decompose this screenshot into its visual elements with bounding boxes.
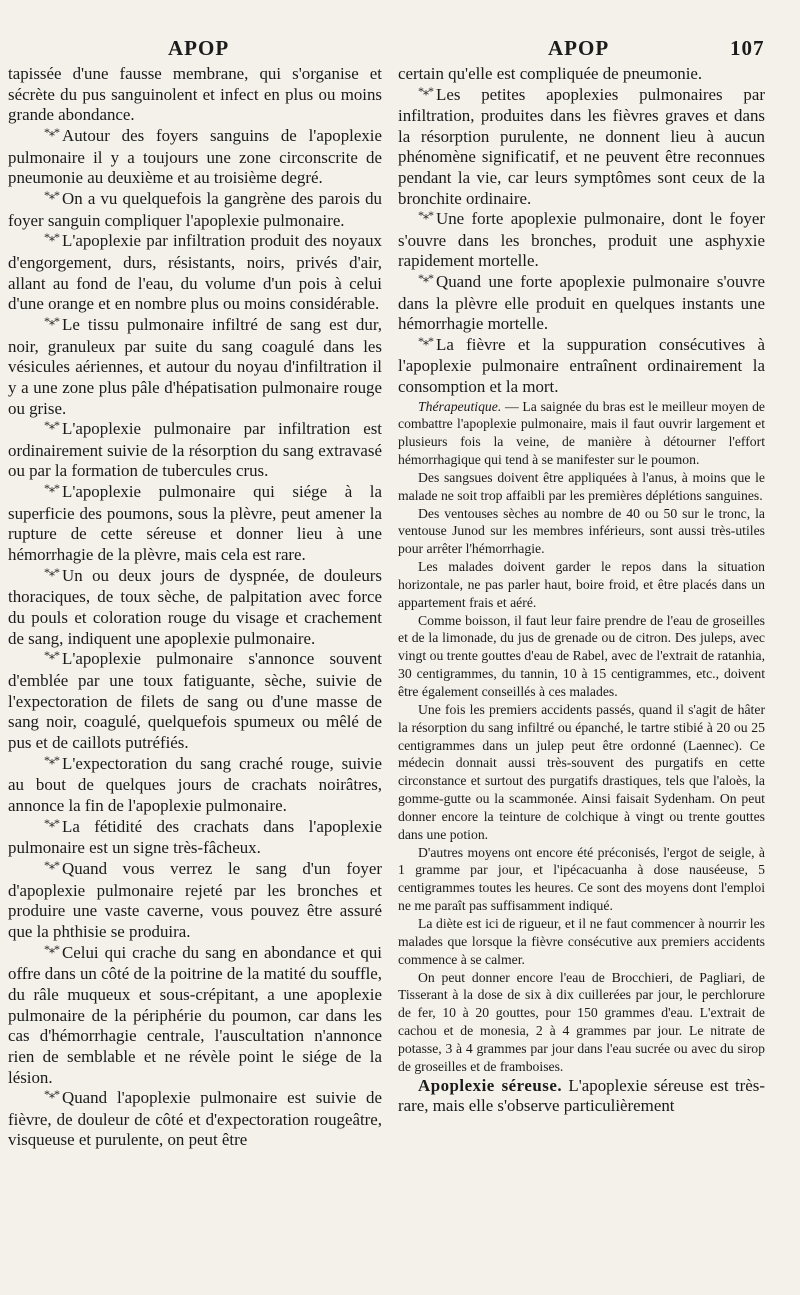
asterism-mark: *⁎* [44, 230, 59, 245]
paragraph: *⁎* La fièvre et la suppuration consécutives à l'apoplexie pulmonaire entraînent ordinairement la consomption et la mort. [398, 333, 765, 396]
asterism-mark: *⁎* [44, 418, 59, 433]
paragraph: Des sangsues doivent être appliquées à l'anus, à moins que le malade ne soit trop affaibli par les premières déplétions sanguines. [398, 469, 765, 503]
paragraph: *⁎* L'apoplexie pulmonaire par infiltration est ordinairement suivie de la résorption du sang extravasé ou par la formation de tubercules crus. [8, 418, 382, 481]
paragraph: Les malades doivent garder le repos dans la situation horizontale, ne pas parler haut, boire froid, et être placés dans un appartement frais et aéré. [398, 559, 765, 610]
paragraph: *⁎* Quand vous verrez le sang d'un foyer d'apoplexie pulmonaire rejeté par les bronches et produire une vaste caverne, vous pouvez être assuré que la phthisie se produira. [8, 857, 382, 941]
paragraph: *⁎* La fétidité des crachats dans l'apoplexie pulmonaire est un signe très-fâcheux. [8, 815, 382, 858]
paragraph: *⁎* L'apoplexie pulmonaire s'annonce souvent d'emblée par une toux fatiguante, sèche, suivie de l'expectoration de filets de sang ou d'une masse de sang noir, coagulé, quelquefois spumeux ou mêlé de pus et de caillots putréfiés. [8, 648, 382, 752]
asterism-mark: *⁎* [44, 648, 59, 663]
paragraph: *⁎* Le tissu pulmonaire infiltré de sang est dur, noir, granuleux par suite du sang coagulé dans les vésicules aériennes, et autour du noyau d'infiltration il y a une zone plus pâle d'hépatisation pulmonaire rouge ou grise. [8, 313, 382, 418]
therapeutics-section [398, 398, 765, 1076]
paragraph: *⁎* Les petites apoplexies pulmonaires par infiltration, produites dans les fièvres graves et dans la résorption purulente, ne donnent lieu à aucun phénomène significatif, et ne peuvent être reconnues pendant la vie, car leurs symptômes sont ceux de la bronchite ordinaire. [398, 83, 765, 208]
asterism-mark: *⁎* [44, 481, 59, 496]
running-head-right: APOP [548, 36, 610, 60]
paragraph: tapissée d'une fausse membrane, qui s'organise et sécrète du pus sanguinolent et infect en plus ou moins grande abondance. [8, 64, 382, 125]
paragraph: *⁎* Quand une forte apoplexie pulmonaire s'ouvre dans la plèvre elle produit en quelques instants une hémorrhagie mortelle. [398, 270, 765, 334]
right-column-upper [398, 64, 765, 398]
paragraph: *⁎* Celui qui crache du sang en abondance et qui offre dans un côté de la poitrine de la matité du souffle, du râle muqueux et sous-crépitant, a une apoplexie pulmonaire de la périphérie du poumon, car dans les cas d'hémorrhagie centrale, l'auscultation n'annonce rien de semblable et ne révèle point le siége de la lésion. [8, 941, 382, 1087]
paragraph: *⁎* Une forte apoplexie pulmonaire, dont le foyer s'ouvre dans les bronches, produit une asphyxie rapidement mortelle. [398, 208, 765, 271]
asterism-mark: *⁎* [418, 83, 433, 98]
paragraph: Comme boisson, il faut leur faire prendre de l'eau de groseilles et de la limonade, du jus de grenade ou de citron. Des juleps, avec vingt ou trente gouttes d'eau de Rabel, avec de l'extrait de ratanhia, 30 centigrammes, du tannin, 10 à 15 centigrammes, etc., doivent être également conseillés à ces malades. [398, 612, 765, 699]
paragraph: *⁎* L'apoplexie pulmonaire qui siége à la superficie des poumons, sous la plèvre, peut amener la rupture de cette séreuse et donner lieu à une hémorrhagie de la plèvre, mais cela est rare. [8, 481, 382, 565]
right-column [398, 64, 765, 1117]
entry-heading: Apoplexie séreuse. [418, 1075, 563, 1095]
left-column [8, 64, 382, 1151]
asterism-mark: *⁎* [418, 270, 433, 285]
asterism-mark: *⁎* [44, 857, 59, 872]
paragraph: *⁎* On a vu quelquefois la gangrène des parois du foyer sanguin compliquer l'apoplexie pulmonaire. [8, 187, 382, 230]
paragraph: Une fois les premiers accidents passés, quand il s'agit de hâter la résorption du sang infiltré ou épanché, le tartre stibié à 20 ou 25 centigrammes dans un julep peut être ordonné (Laennec). Ce médecin donnait aussi très-souvent des purgatifs en cette circonstance et surtout des purgatifs drastiques, tels que l'aloès, la gomme-gutte ou la scammonée. Ainsi faisait Sydenham. On peut donner encore la teinture de colchique à vingt ou trente gouttes dans une potion. [398, 701, 765, 842]
paragraph: *⁎* Autour des foyers sanguins de l'apoplexie pulmonaire il y a toujours une zone circonscrite de pneumonie au deuxième et au troisième degré. [8, 124, 382, 188]
page-number: 107 [730, 36, 765, 60]
paragraph: *⁎* Un ou deux jours de dyspnée, de douleurs thoraciques, de toux sèche, de palpitation avec force du pouls et coloration rouge du visage et crachement de sang, indiquent une apoplexie pulmonaire. [8, 564, 382, 648]
closing-entry [398, 1076, 765, 1117]
asterism-mark: *⁎* [44, 124, 59, 139]
paragraph: Des ventouses sèches au nombre de 40 ou 50 sur le tronc, la ventouse Junod sur les membres inférieurs, sont aussi très-utiles pour arrêter l'hémorrhagie. [398, 505, 765, 557]
paragraph: *⁎* L'apoplexie par infiltration produit des noyaux d'engorgement, durs, résistants, noirs, privés d'air, allant au fond de l'eau, du volume d'un pois à celui d'une orange et en nombre plus ou moins considérable. [8, 230, 382, 314]
paragraph: certain qu'elle est compliquée de pneumonie. [398, 64, 703, 83]
asterism-mark: *⁎* [418, 208, 433, 223]
paragraph: *⁎* L'expectoration du sang craché rouge, suivie au bout de quelques jours de crachats noirâtres, annonce la fin de l'apoplexie pulmonaire. [8, 752, 382, 815]
asterism-mark: *⁎* [44, 941, 59, 956]
paragraph: D'autres moyens ont encore été préconisés, l'ergot de seigle, à 1 gramme par jour, et l'ipécacuanha à dose nauséeuse, 5 centigrammes toutes les heures. Ce sont des moyens dont l'emploi ne me paraît pas suffisamment indiqué. [398, 844, 765, 914]
asterism-mark: *⁎* [44, 752, 59, 767]
asterism-mark: *⁎* [44, 564, 59, 579]
section-label: Thérapeutique. [418, 398, 502, 414]
paragraph: *⁎* Quand l'apoplexie pulmonaire est suivie de fièvre, de douleur de côté et d'expectoration rougeâtre, visqueuse et purulente, on peut être [8, 1087, 382, 1150]
asterism-mark: *⁎* [44, 187, 59, 202]
paragraph: Thérapeutique. — La saignée du bras est le meilleur moyen de combattre l'apoplexie pulmonaire, mais il faut ouvrir largement et plusieurs fois la veine, de manière à détourner l'effort hémorrhagique qui tend à se manifester sur le poumon. [398, 398, 766, 468]
asterism-mark: *⁎* [418, 333, 433, 348]
asterism-mark: *⁎* [44, 815, 59, 830]
paragraph: La diète est ici de rigueur, et il ne faut commencer à nourrir les malades que lorsque la fièvre consécutive aux premiers accidents commence à se calmer. [398, 915, 765, 967]
asterism-mark: *⁎* [44, 313, 59, 328]
paragraph: On peut donner encore l'eau de Brocchieri, de Pagliari, de Tisserant à la dose de six à dix cuillerées par jour, le perchlorure de fer, 10 à 20 gouttes, pour 150 grammes d'eau. L'extrait de cachou et de monesia, 2 à 4 grammes par jour. Le nitrate de potasse, 3 à 4 grammes par jour dans l'eau sucrée ou avec du sirop de groseilles et de framboises. [398, 969, 765, 1074]
paragraph: Apoplexie séreuse. L'apoplexie séreuse est très-rare, mais elle s'observe particulièrement [398, 1075, 765, 1116]
running-head-left: APOP [168, 36, 230, 60]
asterism-mark: *⁎* [44, 1087, 59, 1102]
